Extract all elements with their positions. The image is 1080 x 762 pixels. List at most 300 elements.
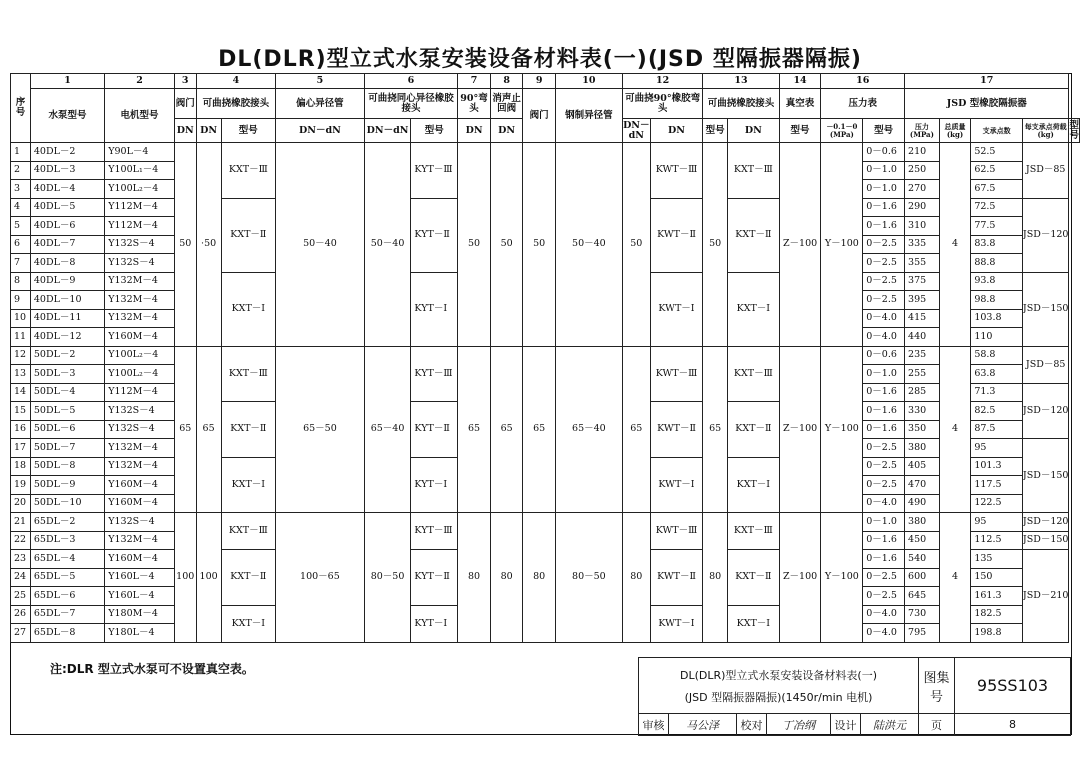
seq-cell: 19	[11, 476, 31, 495]
flex-joint2-dn-cell: 65	[703, 346, 728, 513]
flex-joint-dn-cell: ·50	[196, 143, 221, 347]
jsd-model-cell: JSD－150	[1022, 531, 1069, 550]
model-header: 型号	[779, 119, 821, 143]
load-per-point-cell: 67.5	[971, 180, 1023, 199]
seq-cell: 22	[11, 531, 31, 550]
header-row	[11, 89, 1080, 119]
total-weight-cell: 540	[905, 550, 940, 569]
table-row	[11, 143, 1080, 162]
load-per-point-cell: 98.8	[971, 291, 1023, 310]
seq-cell: 27	[11, 624, 31, 643]
seq-cell: 2	[11, 161, 31, 180]
drawing-name-line1: DL(DLR)型立式水泵安装设备材料表(一)	[679, 668, 877, 682]
load-per-point-cell: 101.3	[971, 457, 1023, 476]
steel-reducer-header: 钢制异径管	[555, 89, 622, 143]
jsd-model-cell: JSD－120	[1022, 513, 1069, 532]
seq-cell: 13	[11, 365, 31, 384]
kxt-model-cell: KXT－Ⅲ	[221, 143, 276, 199]
jsd-model-cell: JSD－120	[1022, 383, 1069, 439]
seq-cell: 24	[11, 568, 31, 587]
kyt-model-cell: KYT－Ⅲ	[411, 346, 458, 402]
motor-model-cell: Y180L－4	[105, 624, 175, 643]
page-number: 8	[955, 714, 1071, 736]
motor-model-cell: Y90L－4	[105, 143, 175, 162]
seq-cell: 1	[11, 143, 31, 162]
model-header: 型号	[863, 119, 905, 143]
flex-elbow-dn-cell: 50	[622, 143, 650, 347]
seq-cell: 21	[11, 513, 31, 532]
colnum-12: 12	[622, 74, 702, 89]
load-per-point-cell: 58.8	[971, 346, 1023, 365]
dn-dn-header: DN－dN	[276, 119, 365, 143]
dn-dn-header: DN－dN	[364, 119, 411, 143]
colnum-17: 17	[905, 74, 1069, 89]
seq-cell: 6	[11, 235, 31, 254]
kwt-model-cell: KWT－Ⅲ	[650, 346, 703, 402]
review-label: 审核	[639, 714, 669, 736]
motor-model-cell: Y132M－4	[105, 272, 175, 291]
pressure-range-cell: 0－2.5	[863, 568, 905, 587]
pressure-range-cell: 0－1.0	[863, 513, 905, 532]
colnum-3: 3	[174, 74, 196, 89]
pressure-range-cell: 0－1.6	[863, 198, 905, 217]
kyt-model-cell: KYT－Ⅱ	[411, 550, 458, 606]
flex-joint2-dn-cell: 80	[703, 513, 728, 643]
load-per-point-cell: 110	[971, 328, 1023, 347]
seq-cell: 3	[11, 180, 31, 199]
colnum-7: 7	[458, 74, 491, 89]
seq-header: 序号	[11, 74, 31, 143]
kwt-model-cell: KWT－Ⅱ	[650, 550, 703, 606]
motor-model-cell: Y100L₂－4	[105, 180, 175, 199]
ecc-reducer-cell: 65－50	[276, 346, 365, 513]
pump-model-cell: 40DL－2	[30, 143, 104, 162]
total-weight-cell: 285	[905, 383, 940, 402]
pump-model-cell: 65DL－7	[30, 605, 104, 624]
pump-model-cell: 50DL－10	[30, 494, 104, 513]
jsd-model-cell: JSD－210	[1022, 550, 1069, 643]
load-per-point-cell: 122.5	[971, 494, 1023, 513]
pump-model-cell: 50DL－7	[30, 439, 104, 458]
pressure-range-cell: 0－0.6	[863, 143, 905, 162]
flex-joint2-header: 可曲挠橡胶接头	[703, 89, 779, 119]
pump-model-cell: 50DL－2	[30, 346, 104, 365]
total-weight-cell: 440	[905, 328, 940, 347]
flex-elbow-dn-cell: 80	[622, 513, 650, 643]
motor-model-cell: Y112M－4	[105, 198, 175, 217]
kxt2-model-cell: KXT－Ⅰ	[728, 457, 780, 513]
seq-cell: 20	[11, 494, 31, 513]
pressure-range-cell: 0－2.5	[863, 272, 905, 291]
colnum-6: 6	[364, 74, 458, 89]
review-signature: 马公泽	[669, 714, 737, 736]
design-label: 设计	[831, 714, 861, 736]
pump-model-cell: 50DL－9	[30, 476, 104, 495]
load-per-point-cell: 87.5	[971, 420, 1023, 439]
valve2-dn-cell: 50	[523, 143, 555, 347]
pressure-range-cell: 0－1.6	[863, 402, 905, 421]
kwt-model-cell: KWT－Ⅰ	[650, 457, 703, 513]
load-per-point-cell: 77.5	[971, 217, 1023, 236]
pump-model-cell: 65DL－6	[30, 587, 104, 606]
kwt-model-cell: KWT－Ⅲ	[650, 513, 703, 550]
motor-model-cell: Y112M－4	[105, 383, 175, 402]
model-header: 型号	[411, 119, 458, 143]
pump-model-cell: 40DL－9	[30, 272, 104, 291]
flex-joint2-dn-cell: 50	[703, 143, 728, 347]
seq-cell: 8	[11, 272, 31, 291]
pressure-range-cell: 0－1.0	[863, 161, 905, 180]
check-valve-dn-cell: 50	[490, 143, 523, 347]
motor-model-cell: Y180M－4	[105, 605, 175, 624]
total-weight-cell: 250	[905, 161, 940, 180]
pressure-range-cell: 0－4.0	[863, 309, 905, 328]
flex-joint-dn-cell: 65	[196, 346, 221, 513]
load-per-point-cell: 72.5	[971, 198, 1023, 217]
pump-model-cell: 50DL－3	[30, 365, 104, 384]
kxt-model-cell: KXT－Ⅰ	[221, 457, 276, 513]
conc-reducer-cell: 80－50	[364, 513, 411, 643]
pump-model-cell: 50DL－4	[30, 383, 104, 402]
pump-model-cell: 40DL－4	[30, 180, 104, 199]
pressure-range-cell: 0－2.5	[863, 254, 905, 273]
seq-cell: 23	[11, 550, 31, 569]
total-weight-cell: 210	[905, 143, 940, 162]
seq-cell: 26	[11, 605, 31, 624]
check-valve-header: 消声止回阀	[490, 89, 523, 119]
pump-model-cell: 40DL－11	[30, 309, 104, 328]
total-weight-cell: 795	[905, 624, 940, 643]
pump-model-cell: 40DL－5	[30, 198, 104, 217]
load-per-point-cell: 95	[971, 439, 1023, 458]
colnum-1: 1	[30, 74, 104, 89]
pressure-range-cell: 0－2.5	[863, 439, 905, 458]
kxt2-model-cell: KXT－Ⅰ	[728, 605, 780, 642]
total-weight-cell: 490	[905, 494, 940, 513]
pump-model-cell: 40DL－10	[30, 291, 104, 310]
motor-model-cell: Y100L₁－4	[105, 161, 175, 180]
kxt2-model-cell: KXT－Ⅱ	[728, 198, 780, 272]
pressure-range-cell: 0－2.5	[863, 291, 905, 310]
kwt-model-cell: KWT－Ⅰ	[650, 605, 703, 642]
pressure-gauge-cell: Y－100	[821, 513, 863, 643]
total-weight-cell: 395	[905, 291, 940, 310]
load-per-point-cell: 93.8	[971, 272, 1023, 291]
ecc-reducer-cell: 50－40	[276, 143, 365, 347]
dn-header: DN	[458, 119, 491, 143]
pressure-gauge-cell: Y－100	[821, 346, 863, 513]
model-header: 型号	[1069, 119, 1079, 141]
seq-cell: 25	[11, 587, 31, 606]
pressure-range-cell: 0－2.5	[863, 457, 905, 476]
seq-cell: 18	[11, 457, 31, 476]
steel-reducer-cell: 80－50	[555, 513, 622, 643]
kwt-model-cell: KWT－Ⅱ	[650, 402, 703, 458]
seq-cell: 11	[11, 328, 31, 347]
vacuum-gauge-cell: Z－100	[779, 513, 821, 643]
kyt-model-cell: KYT－Ⅰ	[411, 457, 458, 513]
check-valve-dn-cell: 80	[490, 513, 523, 643]
kyt-model-cell: KYT－Ⅱ	[411, 198, 458, 272]
load-per-point-cell: 161.3	[971, 587, 1023, 606]
motor-model-cell: Y160M－4	[105, 476, 175, 495]
colnum-8: 8	[490, 74, 523, 89]
total-weight-cell: 310	[905, 217, 940, 236]
load-per-point-cell: 103.8	[971, 309, 1023, 328]
load-per-point-cell: 71.3	[971, 383, 1023, 402]
kxt2-model-cell: KXT－Ⅱ	[728, 402, 780, 458]
support-points-cell: 4	[939, 513, 971, 643]
table-row	[11, 346, 1080, 365]
kxt-model-cell: KXT－Ⅲ	[221, 513, 276, 550]
motor-model-cell: Y160M－4	[105, 550, 175, 569]
pump-model-cell: 50DL－8	[30, 457, 104, 476]
pressure-range-cell: 0－1.0	[863, 180, 905, 199]
flex-conc-joint-header: 可曲挠同心异径橡胶接头	[364, 89, 458, 119]
motor-model-cell: Y132S－4	[105, 513, 175, 532]
load-per-point-cell: 52.5	[971, 143, 1023, 162]
motor-model-cell: Y100L₂－4	[105, 346, 175, 365]
pump-model-cell: 40DL－3	[30, 161, 104, 180]
kwt-model-cell: KWT－Ⅰ	[650, 272, 703, 346]
total-weight-cell: 415	[905, 309, 940, 328]
dn-header: DN	[196, 119, 221, 143]
pressure-range-cell: 0－1.6	[863, 383, 905, 402]
pressure-range-cell: 0－4.0	[863, 624, 905, 643]
page-label: 页	[919, 714, 955, 736]
pressure-range-cell: 0－2.5	[863, 476, 905, 495]
flex-joint-header: 可曲挠橡胶接头	[196, 89, 275, 119]
load-per-point-cell: 63.8	[971, 365, 1023, 384]
jsd-model-cell: JSD－150	[1022, 439, 1069, 513]
dn-header: DN	[174, 119, 196, 143]
steel-reducer-cell: 65－40	[555, 346, 622, 513]
colnum-9: 9	[523, 74, 555, 89]
elbow90-dn-cell: 65	[458, 346, 491, 513]
motor-model-cell: Y132M－4	[105, 439, 175, 458]
valve2-dn-cell: 80	[523, 513, 555, 643]
seq-cell: 4	[11, 198, 31, 217]
kyt-model-cell: KYT－Ⅰ	[411, 605, 458, 642]
check-label: 校对	[737, 714, 767, 736]
footnote: 注:DLR 型立式水泵可不设置真空表。	[50, 662, 254, 676]
load-per-point-cell: 62.5	[971, 161, 1023, 180]
dn-dn-header: DN－dN	[623, 119, 650, 141]
motor-model-cell: Y112M－4	[105, 217, 175, 236]
seq-cell: 7	[11, 254, 31, 273]
pressure-gauge-cell: Y－100	[821, 143, 863, 347]
seq-cell: 9	[11, 291, 31, 310]
total-weight-cell: 235	[905, 346, 940, 365]
jsd-model-cell: JSD－85	[1022, 143, 1069, 199]
materials-table	[10, 73, 1080, 643]
load-per-point-cell: 182.5	[971, 605, 1023, 624]
valve2-header: 阀门	[523, 89, 555, 143]
flex-joint-dn-cell: 100	[196, 513, 221, 643]
pump-model-cell: 40DL－12	[30, 328, 104, 347]
load-per-point-cell: 117.5	[971, 476, 1023, 495]
total-weight-cell: 380	[905, 513, 940, 532]
total-weight-cell: 270	[905, 180, 940, 199]
total-weight-cell: 290	[905, 198, 940, 217]
kxt-model-cell: KXT－Ⅰ	[221, 605, 276, 642]
pressure-range-cell: 0－1.6	[863, 550, 905, 569]
load-per-point-cell: 135	[971, 550, 1023, 569]
kxt2-model-cell: KXT－Ⅲ	[728, 513, 780, 550]
pressure-range-cell: 0－1.6	[863, 531, 905, 550]
pressure-mpa-header: 压力 (MPa)	[905, 119, 940, 143]
seq-cell: 15	[11, 402, 31, 421]
ecc-reducer-cell: 100－65	[276, 513, 365, 643]
pump-model-cell: 65DL－8	[30, 624, 104, 643]
kyt-model-cell: KYT－Ⅲ	[411, 513, 458, 550]
kwt-model-cell: KWT－Ⅱ	[650, 198, 703, 272]
kxt-model-cell: KXT－Ⅲ	[221, 346, 276, 402]
pressure-range-cell: 0－0.6	[863, 346, 905, 365]
column-number-row	[11, 74, 1080, 89]
model-header: 型号	[221, 119, 276, 143]
valve-dn-cell: 50	[174, 143, 196, 347]
total-weight-cell: 470	[905, 476, 940, 495]
vacuum-range-header: －0.1－0 (MPa)	[821, 119, 863, 143]
kyt-model-cell: KYT－Ⅰ	[411, 272, 458, 346]
dn-header: DN	[650, 119, 703, 143]
flex-elbow-dn-cell: 65	[622, 346, 650, 513]
atlas-label: 图集号	[919, 658, 955, 714]
flex-elbow-header: 可曲挠90°橡胶弯头	[622, 89, 702, 119]
load-per-point-header: 每支承点荷载(kg)	[1022, 119, 1069, 143]
seq-cell: 16	[11, 420, 31, 439]
load-per-point-cell: 83.8	[971, 235, 1023, 254]
colnum-10: 10	[555, 74, 622, 89]
motor-model-cell: Y132M－4	[105, 291, 175, 310]
kyt-model-cell: KYT－Ⅱ	[411, 402, 458, 458]
load-per-point-cell: 95	[971, 513, 1023, 532]
seq-cell: 10	[11, 309, 31, 328]
jsd-model-cell: JSD－120	[1022, 198, 1069, 272]
pump-model-cell: 65DL－3	[30, 531, 104, 550]
kxt-model-cell: KXT－Ⅱ	[221, 402, 276, 458]
design-signature: 陆洪元	[861, 714, 919, 736]
total-weight-cell: 375	[905, 272, 940, 291]
motor-model-header: 电机型号	[105, 89, 175, 143]
total-weight-cell: 730	[905, 605, 940, 624]
motor-model-cell: Y132S－4	[105, 420, 175, 439]
drawing-name	[639, 658, 919, 714]
pump-model-cell: 40DL－6	[30, 217, 104, 236]
pump-model-cell: 40DL－7	[30, 235, 104, 254]
motor-model-cell: Y132S－4	[105, 235, 175, 254]
motor-model-cell: Y132M－4	[105, 531, 175, 550]
load-per-point-cell: 82.5	[971, 402, 1023, 421]
motor-model-cell: Y132M－4	[105, 457, 175, 476]
pump-model-cell: 65DL－4	[30, 550, 104, 569]
document-title: DL(DLR)型立式水泵安装设备材料表(一)(JSD 型隔振器隔振)	[218, 47, 862, 72]
table-row	[11, 513, 1080, 532]
valve2-dn-cell: 65	[523, 346, 555, 513]
motor-model-cell: Y100L₂－4	[105, 365, 175, 384]
seq-cell: 5	[11, 217, 31, 236]
kyt-model-cell: KYT－Ⅲ	[411, 143, 458, 199]
kwt-model-cell: KWT－Ⅲ	[650, 143, 703, 199]
load-per-point-cell: 88.8	[971, 254, 1023, 273]
load-per-point-cell: 198.8	[971, 624, 1023, 643]
kxt-model-cell: KXT－Ⅱ	[221, 198, 276, 272]
conc-reducer-cell: 65－40	[364, 346, 411, 513]
pressure-range-cell: 0－2.5	[863, 235, 905, 254]
jsd-model-cell: JSD－85	[1022, 346, 1069, 383]
pump-model-cell: 65DL－5	[30, 568, 104, 587]
motor-model-cell: Y132S－4	[105, 402, 175, 421]
check-valve-dn-cell: 65	[490, 346, 523, 513]
pump-model-cell: 40DL－8	[30, 254, 104, 273]
pressure-range-cell: 0－2.5	[863, 587, 905, 606]
total-weight-cell: 600	[905, 568, 940, 587]
motor-model-cell: Y160L－4	[105, 587, 175, 606]
kxt2-model-cell: KXT－Ⅱ	[728, 550, 780, 606]
jsd-header: JSD 型橡胶隔振器	[905, 89, 1069, 119]
valve-dn-cell: 65	[174, 346, 196, 513]
elbow90-header: 90°弯头	[458, 89, 491, 119]
pressure-header: 压力表	[821, 89, 905, 119]
pressure-range-cell: 0－1.6	[863, 217, 905, 236]
valve-dn-cell: 100	[174, 513, 196, 643]
support-points-cell: 4	[939, 346, 971, 513]
dn-header: DN	[490, 119, 523, 143]
atlas-number: 95SS103	[955, 658, 1071, 714]
kxt2-model-cell: KXT－Ⅰ	[728, 272, 780, 346]
pressure-range-cell: 0－4.0	[863, 494, 905, 513]
pump-model-cell: 50DL－5	[30, 402, 104, 421]
total-weight-header: 总质量 (kg)	[939, 119, 971, 143]
support-points-cell: 4	[939, 143, 971, 347]
conc-reducer-cell: 50－40	[364, 143, 411, 347]
kxt2-model-cell: KXT－Ⅲ	[728, 143, 780, 199]
load-per-point-cell: 150	[971, 568, 1023, 587]
total-weight-cell: 355	[905, 254, 940, 273]
colnum-5: 5	[276, 74, 365, 89]
dn-header: DN	[728, 119, 780, 143]
steel-reducer-cell: 50－40	[555, 143, 622, 347]
pump-model-cell: 65DL－2	[30, 513, 104, 532]
seq-cell: 12	[11, 346, 31, 365]
drawing-name-line2: (JSD 型隔振器隔振)(1450r/min 电机)	[684, 690, 873, 704]
motor-model-cell: Y160L－4	[105, 568, 175, 587]
pump-model-cell: 50DL－6	[30, 420, 104, 439]
support-points-header: 支承点数	[971, 119, 1023, 143]
pump-model-header: 水泵型号	[30, 89, 104, 143]
colnum-13: 13	[703, 74, 779, 89]
motor-model-cell: Y160M－4	[105, 328, 175, 347]
model-header: 型号	[703, 119, 728, 143]
title-block	[638, 657, 1071, 736]
motor-model-cell: Y160M－4	[105, 494, 175, 513]
colnum-4: 4	[196, 74, 275, 89]
valve-header: 阀门	[174, 89, 196, 119]
pressure-range-cell: 0－4.0	[863, 328, 905, 347]
total-weight-cell: 450	[905, 531, 940, 550]
ecc-reducer-header: 偏心异径管	[276, 89, 365, 119]
total-weight-cell: 405	[905, 457, 940, 476]
elbow90-dn-cell: 80	[458, 513, 491, 643]
jsd-model-cell: JSD－150	[1022, 272, 1069, 346]
kxt-model-cell: KXT－Ⅱ	[221, 550, 276, 606]
colnum-2: 2	[105, 74, 175, 89]
elbow90-dn-cell: 50	[458, 143, 491, 347]
vacuum-gauge-cell: Z－100	[779, 346, 821, 513]
check-signature: 丁冶纲	[767, 714, 831, 736]
vacuum-gauge-cell: Z－100	[779, 143, 821, 347]
